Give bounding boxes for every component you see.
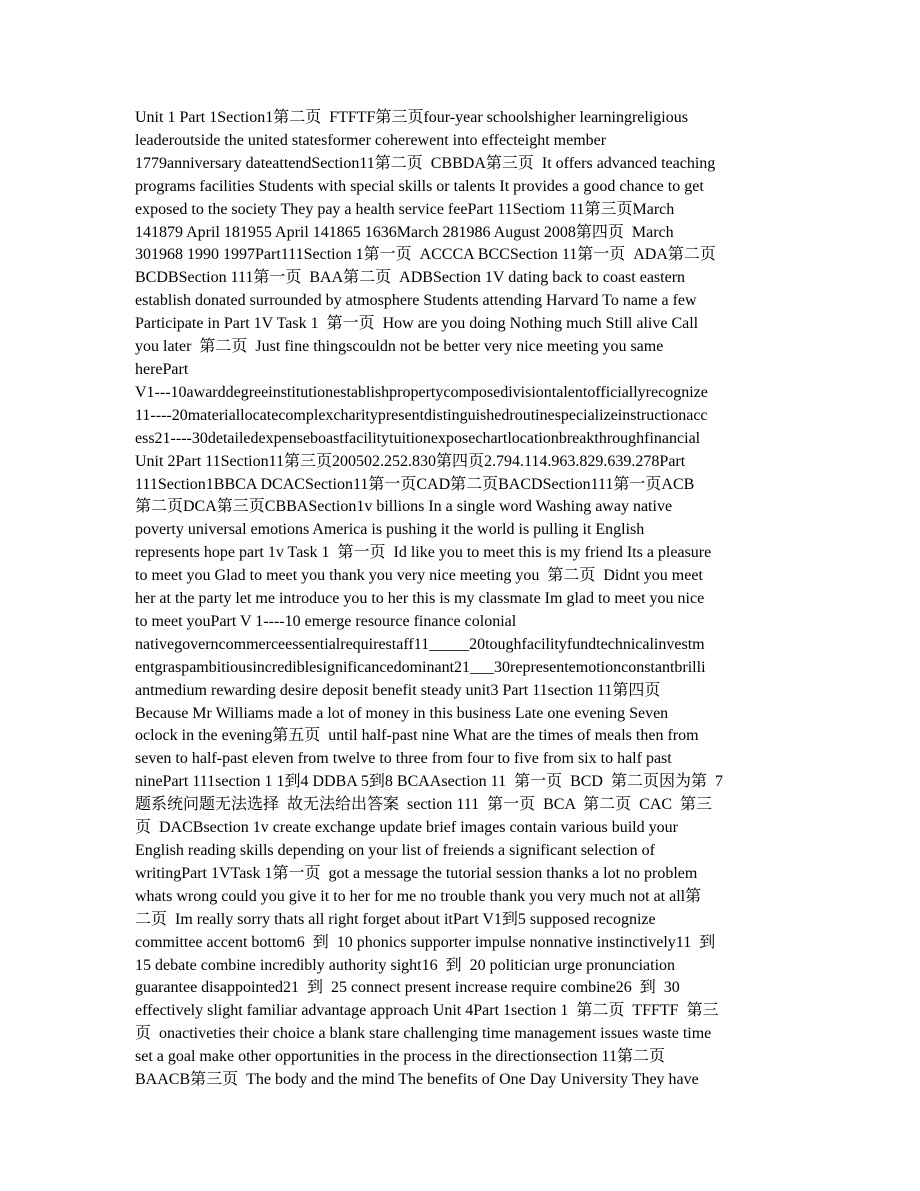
text-line: to meet you Glad to meet you thank you very nice meeting you 第二页 Didnt you meet (135, 567, 703, 585)
text-line: nativegoverncommerceessentialrequirestaff11_____20toughfacilityfundtechnicalinvestm (135, 635, 705, 653)
text-line: effectively slight familiar advantage approach Unit 4Part 1section 1 第二页 TFFTF 第三 (135, 1002, 719, 1020)
text-line: English reading skills depending on your list of freiends a significant selection of (135, 842, 655, 859)
text-line: set a goal make other opportunities in the process in the directionsection 11第二页 (135, 1048, 665, 1066)
text-line: her at the party let me introduce you to her this is my classmate Im glad to meet you nice (135, 590, 705, 608)
text-line: leaderoutside the united statesformer coherewent into effecteight member (135, 131, 607, 149)
text-line: 页 onactiveties their choice a blank stare challenging time management issues waste time (135, 1025, 712, 1043)
text-line: poverty universal emotions America is pushing it the world is pulling it English (135, 521, 645, 539)
text-line: guarantee disappointed21 到 25 connect present increase require combine26 到 30 (135, 979, 680, 997)
text-line: 题系统问题无法选择 故无法给出答案 section 111 第一页 BCA 第二页 CAC 第三 (135, 796, 713, 814)
text-line: antmedium rewarding desire deposit benefit steady unit3 Part 11section 11第四页 (135, 681, 661, 699)
text-line: BAACB第三页 The body and the mind The benefits of One Day University They have (135, 1071, 699, 1089)
text-line: Because Mr Williams made a lot of money in this business Late one evening Seven (135, 704, 669, 722)
text-line: writingPart 1VTask 1第一页 got a message the tutorial session thanks a lot no problem (135, 864, 698, 882)
text-line: entgraspambitiousincrediblesignificancedominant21___30representemotionconstantbrilli (135, 658, 706, 676)
text-line: BCDBSection 111第一页 BAA第二页 ADBSection 1V dating back to coast eastern (135, 269, 686, 287)
text-line: V1---10awarddegreeinstitutionestablishpropertycomposedivisiontalentofficiallyrecognize (135, 383, 708, 401)
text-line: ninePart 111section 1 1到4 DDBA 5到8 BCAAsection 11 第一页 BCD 第二页因为第 7 (135, 773, 723, 791)
text-line: whats wrong could you give it to her for me no trouble thank you very much not at all第 (135, 887, 702, 905)
text-line: 141879 April 181955 April 141865 1636March 281986 August 2008第四页 March (135, 223, 674, 241)
text-line: exposed to the society They pay a health service feePart 11Sectiom 11第三页March (135, 200, 675, 218)
answer-key-text (135, 107, 805, 1092)
text-line: represents hope part 1v Task 1 第一页 Id like you to meet this is my friend Its a pleasure (135, 544, 712, 562)
text-line: seven to half-past eleven from twelve to three from four to five from six to half past (135, 750, 672, 768)
text-line: 111Section1BBCA DCACSection11第一页CAD第二页BACDSection111第一页ACB (135, 475, 695, 493)
text-line: 1779anniversary dateattendSection11第二页 CBBDA第三页 It offers advanced teaching (135, 154, 716, 172)
text-line: you later 第二页 Just fine thingscouldn not be better very nice meeting you same (135, 338, 664, 356)
text-line: 11----20materiallocatecomplexcharitypresentdistinguishedroutinespecializeinstructionacc (135, 406, 708, 424)
text-line: ess21----30detailedexpenseboastfacilitytuitionexposechartlocationbreakthroughfinancial (135, 429, 701, 447)
text-line: 15 debate combine incredibly authority sight16 到 20 politician urge pronunciation (135, 956, 676, 974)
text-line: establish donated surrounded by atmosphere Students attending Harvard To name a few (135, 292, 697, 310)
text-line: 301968 1990 1997Part111Section 1第一页 ACCCA BCCSection 11第一页 ADA第二页 (135, 246, 716, 264)
text-line: oclock in the evening第五页 until half-past nine What are the times of meals then from (135, 727, 699, 745)
text-line: herePart (135, 360, 189, 378)
text-line: 二页 Im really sorry thats all right forget about itPart V1到5 supposed recognize (135, 910, 656, 928)
text-line: programs facilities Students with special skills or talents It provides a good chance to get (135, 177, 704, 195)
text-line: committee accent bottom6 到 10 phonics supporter impulse nonnative instinctively11 到 (135, 933, 716, 951)
text-line: Unit 2Part 11Section11第三页200502.252.830第四页2.794.114.963.829.639.278Part (135, 452, 686, 470)
text-line: Unit 1 Part 1Section1第二页 FTFTF第三页four-year schoolshigher learningreligious (135, 109, 688, 126)
text-line: to meet youPart V 1----10 emerge resource finance colonial (135, 612, 517, 630)
text-line: 页 DACBsection 1v create exchange update brief images contain various build your (135, 819, 678, 837)
text-line: Participate in Part 1V Task 1 第一页 How are you doing Nothing much Still alive Call (135, 315, 699, 333)
text-line: 第二页DCA第三页CBBASection1v billions In a single word Washing away native (135, 498, 673, 516)
